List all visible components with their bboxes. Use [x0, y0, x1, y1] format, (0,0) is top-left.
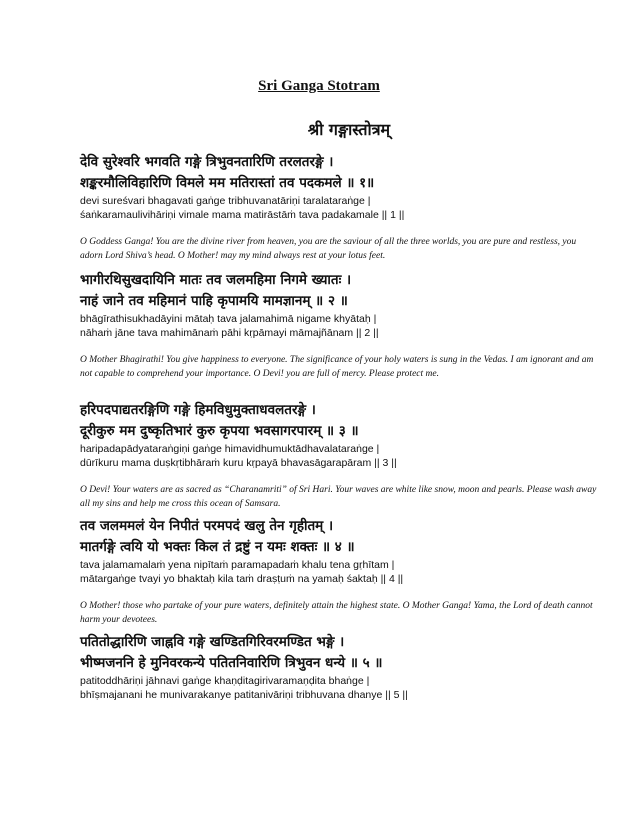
document-title: Sri Ganga Stotram	[258, 78, 380, 94]
verse-transliteration-line: bhīṣmajanani he munivarakanye patitanivāriṇi tribhuvana dhanye || 5 ||	[80, 689, 408, 701]
verse-devanagari-line: पतितोद्धारिणि जाह्नवि गङ्गे खण्डितगिरिवरमण्डित भङ्गे ।	[80, 634, 345, 650]
verse-translation: O Goddess Ganga! You are the divine river from heaven, you are the saviour of all the three worlds, you are pure and restless, you adorn Lord Shiva’s head. O Mother! may my mind always rest at your lotus feet.	[80, 237, 577, 261]
verse-1	[80, 152, 600, 263]
verse-translation: O Mother Bhagirathi! You give happiness to everyone. The significance of your holy waters is sung in the Vedas. I am ignorant and am not capable to comprehend your importance. O Devi! you are full of mercy. Please protect me.	[80, 355, 594, 379]
verse-3	[80, 400, 600, 511]
verse-translation: O Mother! those who partake of your pure waters, definitely attain the highest state. O Mother Ganga! Yama, the Lord of death cannot harm your devotees.	[80, 601, 593, 625]
verse-devanagari-line: भीष्मजननि हे मुनिवरकन्ये पतितनिवारिणि त्रिभुवन धन्ये ॥ ५ ॥	[80, 655, 383, 671]
verse-devanagari-line: शङ्करमौलिविहारिणि विमले मम मतिरास्तां तव पदकमले ॥ १॥	[80, 175, 375, 191]
verse-transliteration-line: nāhaṁ jāne tava mahimānaṁ pāhi kṛpāmayi māmajñānam || 2 ||	[80, 327, 379, 339]
verse-transliteration-line: devi sureśvari bhagavati gaṅge tribhuvanatāriṇi taralataraṅge |	[80, 195, 371, 207]
verse-devanagari-line: तव जलममलं येन निपीतं परमपदं खलु तेन गृहीतम् ।	[80, 518, 334, 534]
verse-transliteration-line: bhāgīrathisukhadāyini mātaḥ tava jalamahimā nigame khyātaḥ |	[80, 313, 377, 325]
verse-devanagari-line: भागीरथिसुखदायिनि मातः तव जलमहिमा निगमे ख्यातः ।	[80, 272, 352, 288]
verse-transliteration-line: patitoddhāriṇi jāhnavi gaṅge khaṇḍitagirivaramaṇḍita bhaṅge |	[80, 675, 370, 687]
verse-devanagari-line: नाहं जाने तव महिमानं पाहि कृपामयि मामज्ञानम् ॥ २ ॥	[80, 293, 348, 309]
verse-transliteration-line: mātargaṅge tvayi yo bhaktaḥ kila taṁ draṣṭuṁ na yamaḥ śaktaḥ || 4 ||	[80, 573, 404, 585]
verse-transliteration-line: haripadapādyataraṅgiṇi gaṅge himavidhumuktādhavalataraṅge |	[80, 443, 380, 455]
document-subtitle: श्री गङ्गास्तोत्रम्	[307, 120, 391, 139]
verse-2	[80, 270, 600, 381]
verse-transliteration-line: dūrīkuru mama duṣkṛtibhāraṁ kuru kṛpayā bhavasāgarapāram || 3 ||	[80, 457, 397, 469]
verse-devanagari-line: मातर्गङ्गे त्वयि यो भक्तः किल तं द्रष्टुं न यमः शक्तः ॥ ४ ॥	[80, 539, 355, 555]
verse-transliteration-line: tava jalamamalaṁ yena nipītaṁ paramapadaṁ khalu tena gṛhītam |	[80, 559, 395, 571]
verse-transliteration-line: śaṅkaramaulivihāriṇi vimale mama matirāstāṁ tava padakamale || 1 ||	[80, 209, 405, 221]
verse-devanagari-line: दूरीकुरु मम दुष्कृतिभारं कुरु कृपया भवसागरपारम् ॥ ३ ॥	[80, 423, 359, 439]
verse-devanagari-line: हरिपदपाद्यतरङ्गिणि गङ्गे हिमविधुमुक्ताधवलतरङ्गे ।	[80, 402, 316, 418]
verse-5	[80, 632, 600, 702]
verse-devanagari-line: देवि सुरेश्वरि भगवति गङ्गे त्रिभुवनतारिणि तरलतरङ्गे ।	[80, 154, 334, 170]
verse-translation: O Devi! Your waters are as sacred as “Charanamriti” of Sri Hari. Your waves are white like snow, moon and pearls. Please wash away all my sins and help me cross this ocean of Samsara.	[80, 485, 597, 509]
verse-4	[80, 516, 600, 627]
